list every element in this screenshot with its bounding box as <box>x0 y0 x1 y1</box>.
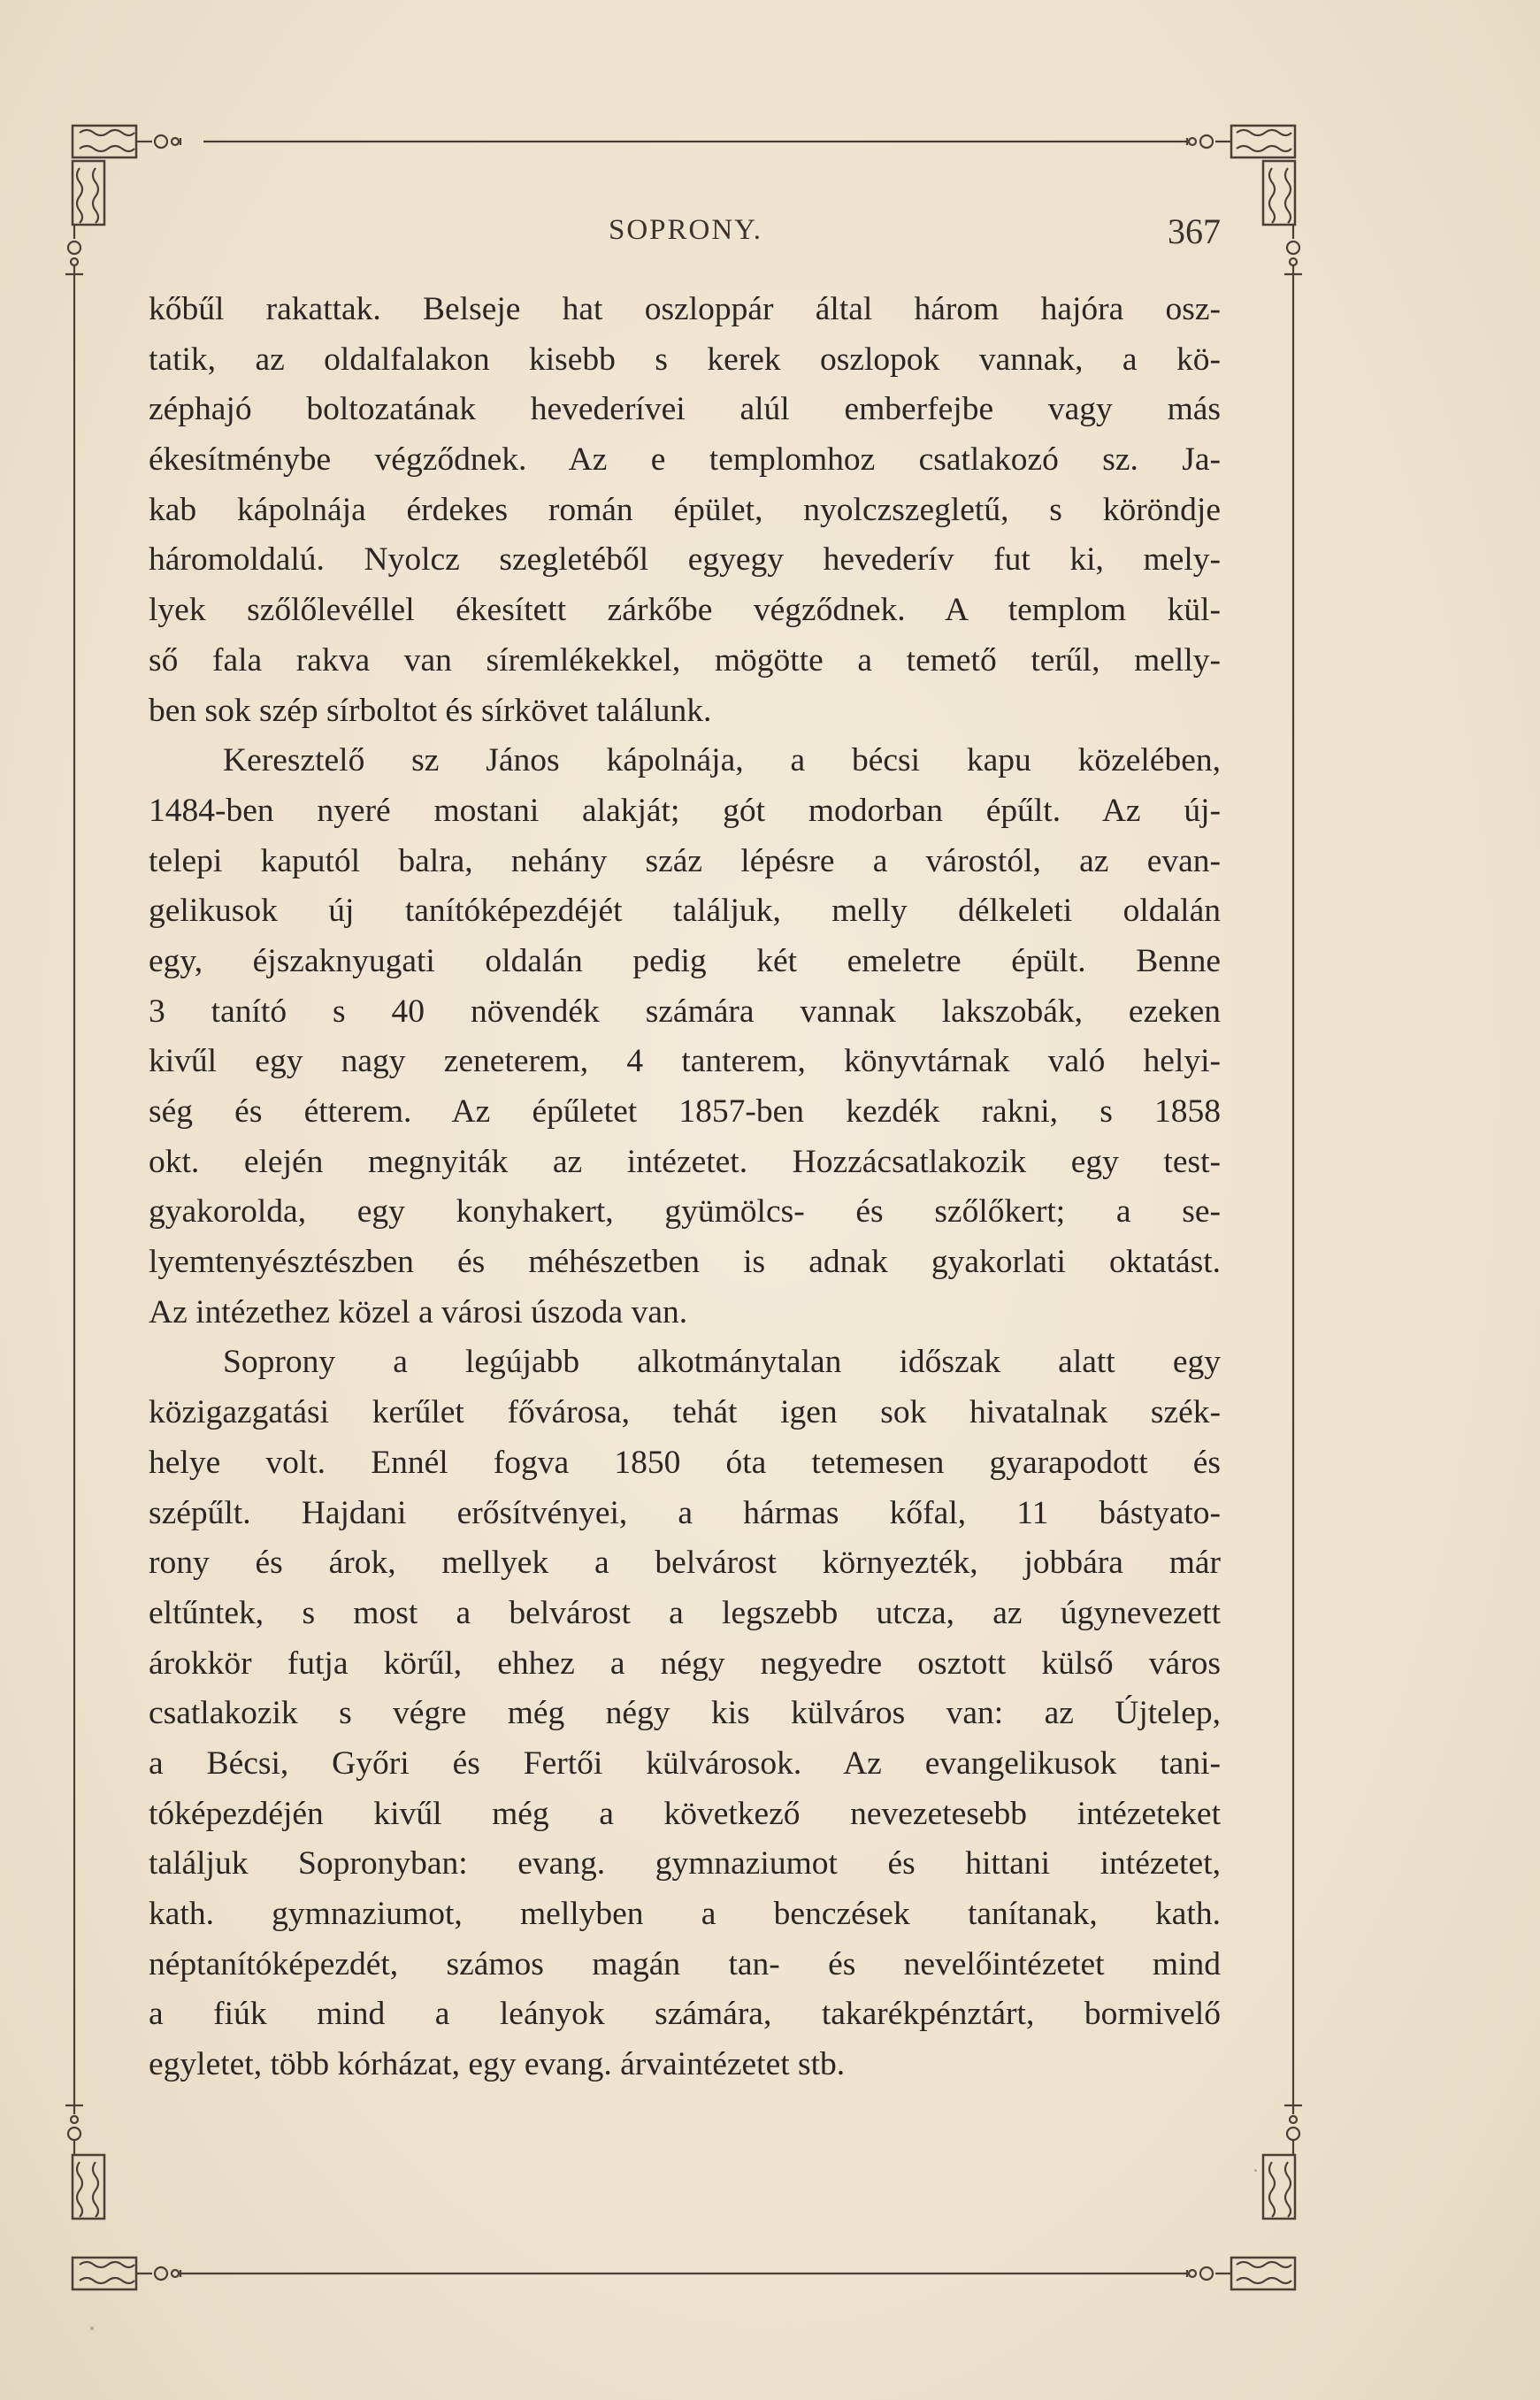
text-line: Az intézethez közel a városi úszoda van. <box>149 1293 688 1330</box>
text-line: kőbűl rakattak. Belseje hat oszloppár által három hajóra osz- <box>149 291 1221 327</box>
text-line: gyakorolda, egy konyhakert, gyümölcs- és szőlőkert; a se- <box>149 1193 1221 1231</box>
text-line: eltűntek, s most a belvárost a legszebb utcza, az úgynevezett <box>149 1594 1221 1631</box>
text-line: közigazgatási kerűlet fővárosa, tehát igen sok hivatalnak szék- <box>149 1394 1221 1431</box>
corner-ornament-bottom-right <box>1141 2088 1302 2289</box>
text-line: kath. gymnaziumot, mellyben a benczések tanítanak, kath. <box>149 1896 1221 1932</box>
corner-ornament-top-left <box>65 126 180 292</box>
corner-ornament-top-right <box>1141 126 1302 292</box>
text-line: ső fala rakva van síremlékekkel, mögötte a temető terűl, melly- <box>149 641 1221 679</box>
text-line: lyemtenyésztészben és méhészetben is adnak gyakorlati oktatást. <box>149 1244 1221 1281</box>
text-line: tatik, az oldalfalakon kisebb s kerek oszlopok vannak, a kö- <box>149 341 1221 378</box>
text-line: zéphajó boltozatának hevederívei alúl emberfejbe vagy más <box>149 391 1221 428</box>
running-title: SOPRONY. <box>608 214 763 246</box>
page-number: 367 <box>1168 211 1221 251</box>
text-line: tóképezdéjén kivűl még a következő nevezetesebb intézeteket <box>149 1795 1221 1832</box>
paper-speck <box>90 2327 94 2330</box>
text-line: egyletet, több kórházat, egy evang. árvaintézetet stb. <box>149 2046 846 2083</box>
text-line: lyek szőlőlevéllel ékesített zárkőbe végződnek. A templom kül- <box>149 592 1221 629</box>
text-line: néptanítóképezdét, számos magán tan- és nevelőintézetet mind <box>149 1945 1221 1982</box>
text-line: kivűl egy nagy zeneterem, 4 tanterem, könyvtárnak való helyi- <box>149 1043 1221 1080</box>
text-line: csatlakozik s végre még négy kis külváros van: az Újtelep, <box>149 1695 1221 1732</box>
text-line: 3 tanító s 40 növendék számára vannak lakszobák, ezeken <box>149 993 1221 1030</box>
text-line: ben sok szép sírboltot és sírkövet találunk. <box>149 692 712 729</box>
body-text <box>149 285 1221 2090</box>
text-line: rony és árok, mellyek a belvárost környezték, jobbára már <box>149 1545 1221 1582</box>
text-line: helye volt. Ennél fogva 1850 óta tetemesen gyarapodott és <box>149 1444 1221 1481</box>
text-line: gelikusok új tanítóképezdéjét találjuk, melly délkeleti oldalán <box>149 893 1221 930</box>
text-line: telepi kaputól balra, nehány száz lépésre a várostól, az evan- <box>149 842 1221 879</box>
text-line: Soprony a legújabb alkotmánytalan időszak alatt egy <box>223 1344 1221 1381</box>
text-line: kab kápolnája érdekes román épület, nyolczszegletű, s köröndje <box>149 491 1221 528</box>
text-line: egy, éjszaknyugati oldalán pedig két emeletre épült. Benne <box>149 942 1221 979</box>
text-line: ség és étterem. Az épűletet 1857-ben kezdék rakni, s 1858 <box>149 1093 1221 1130</box>
text-line: ékesítménybe végződnek. Az e templomhoz csatlakozó sz. Ja- <box>149 441 1221 479</box>
text-line: szépűlt. Hajdani erősítvényei, a hármas kőfal, 11 bástyato- <box>149 1494 1221 1531</box>
text-line: Keresztelő sz János kápolnája, a bécsi kapu közelében, <box>223 742 1221 779</box>
text-line: háromoldalú. Nyolcz szegletéből egyegy hevederív fut ki, mely- <box>149 541 1221 579</box>
page-header <box>150 211 1221 258</box>
text-line: a fiúk mind a leányok számára, takarékpénztárt, bormivelő <box>149 1996 1221 2033</box>
text-line: 1484-ben nyeré mostani alakját; gót modorban épűlt. Az új- <box>149 792 1221 829</box>
paper-speck <box>1254 2169 1257 2172</box>
text-line: okt. elején megnyiták az intézetet. Hozzácsatlakozik egy test- <box>149 1143 1221 1180</box>
text-line: találjuk Sopronyban: evang. gymnaziumot és hittani intézetet, <box>149 1845 1221 1882</box>
text-line: a Bécsi, Győri és Fertői külvárosok. Az evangelikusok tani- <box>149 1744 1221 1782</box>
corner-ornament-bottom-left <box>65 2088 203 2289</box>
text-line: árokkör futja körűl, ehhez a négy negyedre osztott külső város <box>149 1645 1221 1682</box>
